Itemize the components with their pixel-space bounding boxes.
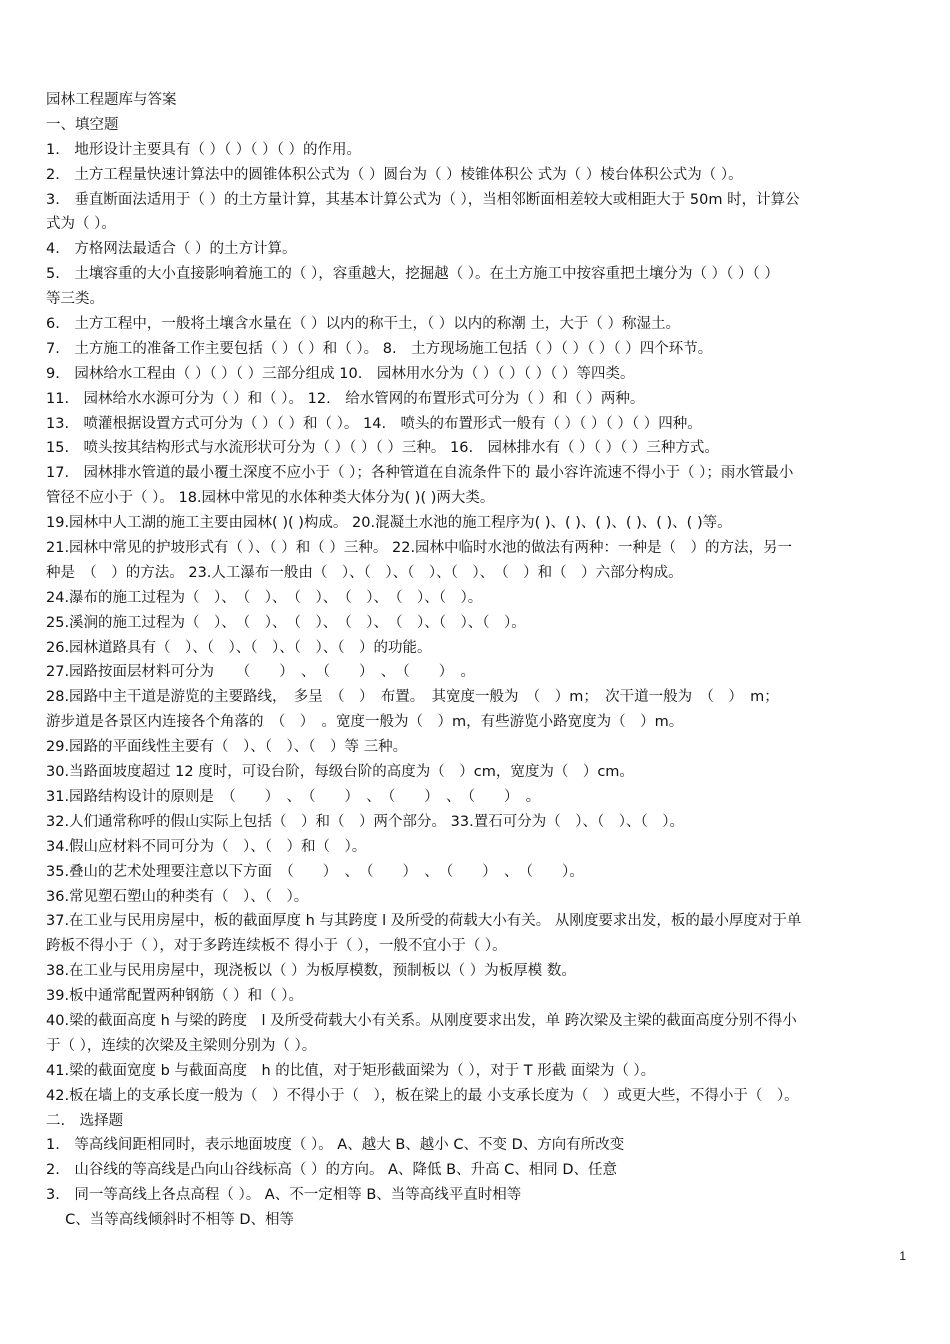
text-line: 管径不应小于（ ）。 18.园林中常见的水体种类大体分为( )( )两大类。 xyxy=(46,490,495,507)
text-line: 42.板在墙上的支承长度一般为（ ）不得小于（ ），板在梁上的最 小支承长度为（ ）或更大些，不得小于（ ）。 xyxy=(46,1087,799,1104)
text-line: 41.梁的截面宽度 b 与截面高度 h 的比值，对于矩形截面梁为（ ），对于 T 形截 面梁为（ ）。 xyxy=(46,1062,656,1079)
text-line: 9. 园林给水工程由（ ）（ ）（ ）三部分组成 10. 园林用水分为（ ）（ ）（ ）（ ）等四类。 xyxy=(46,365,635,382)
text-line: C、当等高线倾斜时不相等 D、相等 xyxy=(46,1212,295,1229)
text-line: 于（ ），连续的次梁及主梁则分别为（ ）。 xyxy=(46,1037,317,1054)
text-line: 3. 垂直断面法适用于（ ）的土方量计算，其基本计算公式为（ ），当相邻断面相差较大或相距大于 50m 时，计算公 xyxy=(46,191,800,208)
text-line: 34.假山应材料不同可分为（ ）、（ ）和（ ）。 xyxy=(46,838,367,855)
text-line: 11. 园林给水水源可分为（ ）和（ ）。 12. 给水管网的布置形式可分为（ ）和（ ）两种。 xyxy=(46,390,645,407)
text-line: 32.人们通常称呼的假山实际上包括（ ）和（ ）两个部分。 33.置石可分为（ ）、（ ）、（ ）。 xyxy=(46,813,684,830)
document-title: 园林工程题库与答案 xyxy=(46,92,177,108)
text-line: 1. 地形设计主要具有（ ）（ ）（ ）（ ）的作用。 xyxy=(46,141,362,158)
text-line: 36.常见塑石塑山的种类有（ ）、（ ）。 xyxy=(46,888,309,905)
text-line: 7. 土方施工的准备工作主要包括（ ）（ ）和（ ）。 8. 土方现场施工包括（ ）（ ）（ ）（ ）四个环节。 xyxy=(46,340,713,357)
text-line: 1. 等高线间距相同时，表示地面坡度（ ）。 A、越大 B、越小 C、不变 D、方向有所改变 xyxy=(46,1137,625,1154)
text-line: 一、填空题 xyxy=(46,116,119,133)
text-line: 4. 方格网法最适合（ ）的土方计算。 xyxy=(46,241,297,258)
text-line: 5. 土壤容重的大小直接影响着施工的（ ），容重越大，挖掘越（ ）。在土方施工中按容重把土壤分为（ ）（ ）（ ） xyxy=(46,266,779,283)
text-line: 28.园路中主干道是游览的主要路线， 多呈 （ ） 布置。 其宽度一般为 （ ）m； 次干道一般为 （ ） m； xyxy=(46,689,779,706)
text-line: 种是 （ ）的方法。 23.人工瀑布一般由（ ）、（ ）、（ ）、（ ）、 （ ）和（ ）六部分构成。 xyxy=(46,564,683,581)
text-line: 6. 土方工程中，一般将土壤含水量在（ ）以内的称干土，（ ）以内的称潮 土，大于（ ）称湿土。 xyxy=(46,316,681,333)
text-line: 13. 喷灌根据设置方式可分为（ ）（ ）和（ ）。 14. 喷头的布置形式一般有（ ）（ ）（ ）（ ）四种。 xyxy=(46,415,702,432)
text-line: 式为（ ）。 xyxy=(46,216,116,233)
text-line: 跨板不得小于（ ），对于多跨连续板不 得小于（ ），一般不宜小于（ ）。 xyxy=(46,938,507,955)
text-line: 25.溪涧的施工过程为（ ）、 （ ）、 （ ）、 （ ）、 （ ）、（ ）、（ ）。 xyxy=(46,614,526,631)
document-body xyxy=(46,88,908,1233)
text-line: 17. 园林排水管道的最小覆土深度不应小于（ ）；各种管道在自流条件下的 最小容许流速不得小于（ ）；雨水管最小 xyxy=(46,465,794,482)
text-line: 3. 同一等高线上各点高程（ ）。 A、不一定相等 B、当等高线平直时相等 xyxy=(46,1187,522,1204)
text-line: 39.板中通常配置两种钢筋（ ）和（ ）。 xyxy=(46,988,304,1005)
text-line: 35.叠山的艺术处理要注意以下方面 （ ） 、 （ ） 、 （ ） 、 （ ）。 xyxy=(46,863,584,880)
text-line: 等三类。 xyxy=(46,291,104,308)
text-line: 24.瀑布的施工过程为（ ）、 （ ）、 （ ）、 （ ）、 （ ）、（ ）。 xyxy=(46,589,483,606)
text-line: 29.园路的平面线性主要有（ ）、（ ）、（ ）等 三种。 xyxy=(46,739,408,756)
text-line: 37.在工业与民用房屋中，板的截面厚度 h 与其跨度 l 及所受的荷载大小有关。 从刚度要求出发，板的最小厚度对于单 xyxy=(46,913,802,930)
text-line: 2. 土方工程量快速计算法中的圆锥体积公式为（ ）圆台为（ ）棱锥体积公 式为（ ）棱台体积公式为（ ）。 xyxy=(46,166,743,183)
text-line: 40.梁的截面高度 h 与梁的跨度 l 及所受荷载大小有关系。从刚度要求出发，单 跨次梁及主梁的截面高度分别不得小 xyxy=(46,1012,797,1029)
page-number: 1 xyxy=(899,1249,906,1263)
text-line: 27.园路按面层材料可分为 （ ） 、 （ ） 、 （ ） 。 xyxy=(46,664,476,681)
text-line: 2. 山谷线的等高线是凸向山谷线标高（ ）的方向。 A、降低 B、升高 C、相同 D、任意 xyxy=(46,1162,618,1179)
text-line: 二. 选择题 xyxy=(46,1112,124,1129)
text-line: 30.当路面坡度超过 12 度时，可设台阶，每级台阶的高度为（ ）cm，宽度为（ ）cm。 xyxy=(46,764,634,781)
text-line: 31.园路结构设计的原则是 （ ） 、 （ ） 、 （ ） 、 （ ） 。 xyxy=(46,788,541,805)
text-line: 15. 喷头按其结构形式与水流形状可分为（ ）（ ）（ ）三种。 16. 园林排水有（ ）（ ）（ ）三种方式。 xyxy=(46,440,719,457)
text-line: 26.园林道路具有（ ）、（ ）、（ ）、（ ）、（ ）的功能。 xyxy=(46,639,432,656)
text-line: 游步道是各景区内连接各个角落的 （ ） 。宽度一般为（ ）m，有些游览小路宽度为（ ）m。 xyxy=(46,714,684,731)
text-line: 38.在工业与民用房屋中，现浇板以（ ）为板厚模数，预制板以（ ）为板厚模 数。 xyxy=(46,963,576,980)
text-line: 21.园林中常见的护坡形式有（ ）、（ ）和（ ）三种。 22.园林中临时水池的做法有两种：一种是（ ）的方法，另一 xyxy=(46,540,793,557)
text-line: 19.园林中人工湖的施工主要由园林( )( )构成。 20.混凝土水池的施工程序为( )、( )、( )、( )、( )、( )等。 xyxy=(46,515,732,532)
